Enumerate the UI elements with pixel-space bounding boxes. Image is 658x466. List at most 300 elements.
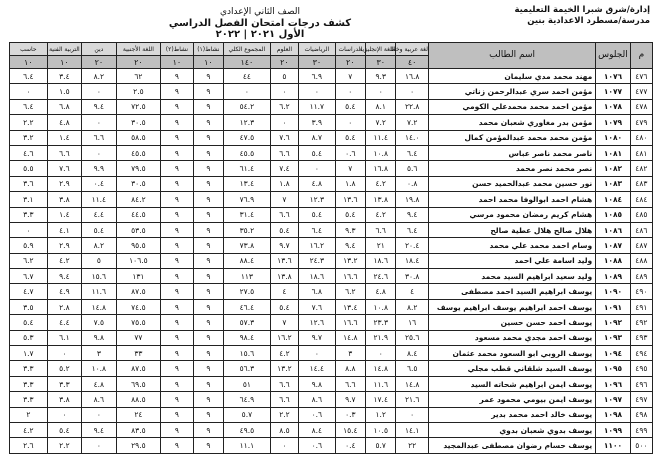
seat-number: ١٠٧٩ xyxy=(596,115,630,130)
score-math: ٨.٦ xyxy=(299,392,336,407)
score-art: ٠ xyxy=(47,346,81,361)
seat-number: ١٠٩٢ xyxy=(596,315,630,330)
score-religion: ٠.٤ xyxy=(82,176,116,191)
seat-number: ١١٠٠ xyxy=(596,438,630,453)
score-art: ٥.٤ xyxy=(47,422,81,437)
score-science: ١٣.٦ xyxy=(270,253,298,268)
score-arabic: ٢١.٦ xyxy=(396,392,428,407)
grade-label: الصف الثاني الإعدادي xyxy=(219,7,301,17)
seat-number: ١٠٧٨ xyxy=(596,99,630,114)
seat-number: ١٠٨٩ xyxy=(596,269,630,284)
seat-number: ١٠٧٦ xyxy=(596,69,630,84)
score-math: ١٤.٤ xyxy=(299,361,336,376)
table-row xyxy=(10,69,653,84)
score-total: ٤٧.٥ xyxy=(224,130,271,145)
seat-number: ١٠٨٠ xyxy=(596,130,630,145)
score-foreign: ٢٩.٥ xyxy=(116,438,161,453)
col-arabic: لغة عربية وخط xyxy=(396,43,428,56)
score-arabic: ٨.٤ xyxy=(396,346,428,361)
score-arabic: ١٤.١ xyxy=(396,422,428,437)
seat-number: ١٠٨٥ xyxy=(596,207,630,222)
score-activity1: ٩ xyxy=(193,115,223,130)
score-foreign: ٨٧.٥ xyxy=(116,361,161,376)
score-religion: ٩.٤ xyxy=(82,99,116,114)
table-row xyxy=(10,130,653,145)
seat-number: ١٠٩٨ xyxy=(596,407,630,422)
score-activity2: ٩ xyxy=(161,376,193,391)
score-art: ٢.٢ xyxy=(47,438,81,453)
student-name: يوسف احمد ابراهيم يوسف ابراهيم يوسف xyxy=(428,299,595,314)
table-row xyxy=(10,315,653,330)
score-total: ١١٣ xyxy=(224,269,271,284)
score-foreign: ٧٩.٥ xyxy=(116,161,161,176)
score-art: ٣.٨ xyxy=(47,192,81,207)
student-name: هشام كريم رمضان محمود مرسي xyxy=(428,207,595,222)
score-social: ٣ xyxy=(335,346,365,361)
score-computer: ٣.٥ xyxy=(10,299,48,314)
administration-name: إدارة/شرق شبرا الخيمة التعليمية xyxy=(514,5,650,15)
seat-number: ١٠٩٠ xyxy=(596,284,630,299)
row-index: ٤٩٧ xyxy=(630,392,652,407)
score-foreign: ٨٧.٥ xyxy=(116,284,161,299)
score-social: ١٦.٦ xyxy=(335,315,365,330)
score-total: ٥.٧ xyxy=(224,407,271,422)
score-art: ٠ xyxy=(47,407,81,422)
score-foreign: ٨٨.٥ xyxy=(116,392,161,407)
score-computer: ٣.١ xyxy=(10,192,48,207)
score-activity1: ٩ xyxy=(193,361,223,376)
score-math: ٩.٧ xyxy=(299,330,336,345)
score-arabic: ١٤.٨ xyxy=(396,376,428,391)
score-art: ٤.١ xyxy=(47,222,81,237)
score-computer: ٢.٦ xyxy=(10,438,48,453)
table-row xyxy=(10,238,653,253)
score-computer: ٤.٦ xyxy=(10,145,48,160)
student-name: نصر محمد نصر محمد xyxy=(428,161,595,176)
score-computer: ١.٧ xyxy=(10,346,48,361)
score-foreign: ٦٢ xyxy=(116,69,161,84)
score-religion: ٠ xyxy=(82,115,116,130)
row-index: ٤٩٨ xyxy=(630,407,652,422)
score-total: ٥٦.٣ xyxy=(224,361,271,376)
seat-number: ١٠٨٦ xyxy=(596,222,630,237)
score-foreign: ٦٩.٥ xyxy=(116,376,161,391)
score-art: ٦.١ xyxy=(47,330,81,345)
table-row xyxy=(10,176,653,191)
student-name: يوسف ابراهيم السيد احمد مصطفى xyxy=(428,284,595,299)
score-computer: ٤.٧ xyxy=(10,284,48,299)
score-science: ٧.٦ xyxy=(270,130,298,145)
score-arabic: ٠ xyxy=(396,84,428,99)
score-math: ٦.٤ xyxy=(299,222,336,237)
score-activity2: ٩ xyxy=(161,422,193,437)
score-social: ١٥.٤ xyxy=(335,422,365,437)
table-row xyxy=(10,161,653,176)
score-activity1: ٩ xyxy=(193,330,223,345)
report-heading xyxy=(165,7,355,40)
score-science: ١٦.٢ xyxy=(270,330,298,345)
row-index: ٤٨٣ xyxy=(630,176,652,191)
score-social: ٥.٤ xyxy=(335,130,365,145)
col-foreign: اللغة الأجنبية xyxy=(116,43,161,56)
score-art: ٤.٤ xyxy=(47,315,81,330)
col-english: اللغة الإنجليزية xyxy=(366,43,396,56)
score-english: ٢٤.٦ xyxy=(366,269,396,284)
seat-number: ١٠٩٩ xyxy=(596,422,630,437)
score-math: ٧.٦ xyxy=(299,299,336,314)
score-english: ٧.٢ xyxy=(366,115,396,130)
row-index: ٤٨٨ xyxy=(630,253,652,268)
score-activity1: ٩ xyxy=(193,253,223,268)
table-row xyxy=(10,253,653,268)
row-index: ٤٧٦ xyxy=(630,69,652,84)
score-social: ٨.٨ xyxy=(335,361,365,376)
score-activity1: ٩ xyxy=(193,438,223,453)
col-math: الرياضيات xyxy=(299,43,336,56)
score-total: ٣٥.٢ xyxy=(224,222,271,237)
score-arabic: ١٤.٠ xyxy=(396,130,428,145)
score-activity1: ٩ xyxy=(193,222,223,237)
score-art: ٢.٩ xyxy=(47,238,81,253)
score-activity1: ٩ xyxy=(193,376,223,391)
col-art: التربية الفنية xyxy=(47,43,81,56)
score-computer: ٣.٣ xyxy=(10,392,48,407)
score-computer: ٠ xyxy=(10,84,48,99)
score-social: ٠.٣ xyxy=(335,407,365,422)
score-math: ١١.٧ xyxy=(299,99,336,114)
score-activity2: ٩ xyxy=(161,130,193,145)
student-name: مؤمن محمد محمد عبدالمؤمن كمال xyxy=(428,130,595,145)
score-english: ١.٢ xyxy=(366,407,396,422)
score-social: ٧ xyxy=(335,69,365,84)
score-activity2: ٩ xyxy=(161,284,193,299)
score-foreign: ٧٧ xyxy=(116,330,161,345)
max-score: ٢٠ xyxy=(270,56,298,69)
school-info xyxy=(514,5,650,27)
col-science: العلوم xyxy=(270,43,298,56)
score-activity1: ٩ xyxy=(193,99,223,114)
table-row xyxy=(10,346,653,361)
seat-number: ١٠٨٨ xyxy=(596,253,630,268)
row-index: ٤٨٥ xyxy=(630,207,652,222)
score-religion: ١٤.٨ xyxy=(82,299,116,314)
score-religion: ٠ xyxy=(82,438,116,453)
score-social: ٥.٤ xyxy=(335,207,365,222)
score-social: ٠ xyxy=(335,84,365,99)
score-computer: ٣.٣ xyxy=(10,207,48,222)
score-english: ١٣.٨ xyxy=(366,192,396,207)
score-social: ٩.٧ xyxy=(335,392,365,407)
score-total: ٤٦.٤ xyxy=(224,299,271,314)
student-name: يوسف ايمن بيومي محمود عمر xyxy=(428,392,595,407)
max-score: ٣٠ xyxy=(366,56,396,69)
score-english: ٢٣.٣ xyxy=(366,315,396,330)
score-foreign: ٣٣ xyxy=(116,346,161,361)
score-english: ٦.٦ xyxy=(366,222,396,237)
student-name: يوسف بدوي شعبان بدوي xyxy=(428,422,595,437)
column-header-row xyxy=(10,43,653,56)
score-religion: ٥ xyxy=(82,253,116,268)
score-english: ٩.٣ xyxy=(366,69,396,84)
score-computer: ٠ xyxy=(10,222,48,237)
score-foreign: ٤٤.٥ xyxy=(116,207,161,222)
score-arabic: ٧.٢ xyxy=(396,115,428,130)
score-science: ٦.٦ xyxy=(270,207,298,222)
score-computer: ٦.٧ xyxy=(10,269,48,284)
student-name: يوسف السيد شلقاني قطب مجلي xyxy=(428,361,595,376)
score-foreign: ١٣١ xyxy=(116,269,161,284)
score-foreign: ٢٤ xyxy=(116,407,161,422)
score-total: ٣١.٤ xyxy=(224,207,271,222)
row-index: ٤٨٧ xyxy=(630,238,652,253)
score-activity1: ٩ xyxy=(193,69,223,84)
score-arabic: ٥.٦ xyxy=(396,161,428,176)
score-religion: ٠ xyxy=(82,84,116,99)
table-row xyxy=(10,422,653,437)
score-foreign: ٢.٥ xyxy=(116,84,161,99)
score-math: ١٢.٦ xyxy=(299,315,336,330)
score-arabic: ١٩.٨ xyxy=(396,192,428,207)
col-student-name: اسم الطالب xyxy=(428,43,595,69)
score-art: ١.٤ xyxy=(47,207,81,222)
score-arabic: ١٦.٨ xyxy=(396,69,428,84)
school-name: مدرسة/مسطرد الاعدادية بنين xyxy=(527,16,650,26)
score-activity2: ٩ xyxy=(161,315,193,330)
score-activity2: ٩ xyxy=(161,176,193,191)
score-math: ٠.٦ xyxy=(299,407,336,422)
score-english: ١٠.٨ xyxy=(366,299,396,314)
max-score: ١٠ xyxy=(193,56,223,69)
score-activity1: ٩ xyxy=(193,84,223,99)
score-math: ٠ xyxy=(299,84,336,99)
score-english: ١٦.٨ xyxy=(366,161,396,176)
table-row xyxy=(10,361,653,376)
score-activity1: ٩ xyxy=(193,422,223,437)
score-arabic: ٦.٤ xyxy=(396,145,428,160)
table-row xyxy=(10,438,653,453)
score-science: ٩.٧ xyxy=(270,238,298,253)
score-social: ٩.٤ xyxy=(335,238,365,253)
max-score: ٤٠ xyxy=(396,56,428,69)
score-math: ٥.٤ xyxy=(299,207,336,222)
max-score: ٣٠ xyxy=(299,56,336,69)
score-science: ٥ xyxy=(270,69,298,84)
score-religion: ٤.٤ xyxy=(82,207,116,222)
max-score: ٢٠ xyxy=(335,56,365,69)
score-activity2: ٩ xyxy=(161,438,193,453)
score-english: ٢١.٩ xyxy=(366,330,396,345)
score-religion: ٩.٩ xyxy=(82,161,116,176)
col-activity2: نشاط(٢) xyxy=(161,43,193,56)
score-total: ٨٨.٤ xyxy=(224,253,271,268)
score-activity2: ٩ xyxy=(161,253,193,268)
student-name: وليد سعيد ابراهيم السيد محمد xyxy=(428,269,595,284)
table-row xyxy=(10,99,653,114)
seat-number: ١٠٨٤ xyxy=(596,192,630,207)
score-arabic: ٦.٤ xyxy=(396,222,428,237)
student-name: يوسف حسام رضوان مصطفى عبدالمجيد xyxy=(428,438,595,453)
score-math: ٦.٨ xyxy=(299,284,336,299)
score-math: ٥.٤ xyxy=(299,145,336,160)
score-science: ١٣.٨ xyxy=(270,269,298,284)
score-social: ١٦.٦ xyxy=(335,269,365,284)
score-religion: ٨.٢ xyxy=(82,69,116,84)
max-score: ٢٠ xyxy=(82,56,116,69)
score-art: ٥.٢ xyxy=(47,361,81,376)
score-math: ١٢.٣ xyxy=(299,192,336,207)
score-art: ٣.٣ xyxy=(47,376,81,391)
score-religion: ١١.٦ xyxy=(82,284,116,299)
row-index: ٤٩٢ xyxy=(630,315,652,330)
grades-table xyxy=(9,42,653,454)
col-index: م xyxy=(630,43,652,69)
score-english: ١٤.٨ xyxy=(366,361,396,376)
student-name: مهند محمد مدي سليمان xyxy=(428,69,595,84)
score-foreign: ٥٨.٥ xyxy=(116,130,161,145)
score-english: ١١.٦ xyxy=(366,376,396,391)
row-index: ٤٨٤ xyxy=(630,192,652,207)
score-arabic: ١٨.٤ xyxy=(396,253,428,268)
col-social: الدراسات xyxy=(335,43,365,56)
score-art: ٦.٨ xyxy=(47,99,81,114)
row-index: ٤٩٥ xyxy=(630,361,652,376)
table-row xyxy=(10,115,653,130)
score-total: ٥٤.٢ xyxy=(224,99,271,114)
score-total: ١٥.٦ xyxy=(224,346,271,361)
score-arabic: ٠.٨ xyxy=(396,176,428,191)
score-religion: ٩.٨ xyxy=(82,330,116,345)
score-arabic: ٣٠.٨ xyxy=(396,269,428,284)
score-activity2: ٩ xyxy=(161,299,193,314)
row-index: ٤٨٩ xyxy=(630,269,652,284)
score-math: ٦.٩ xyxy=(299,69,336,84)
score-activity1: ٩ xyxy=(193,299,223,314)
score-social: ٩.٣ xyxy=(335,222,365,237)
score-activity1: ٩ xyxy=(193,284,223,299)
score-computer: ٥.٤ xyxy=(10,315,48,330)
score-arabic: ٩.٤ xyxy=(396,207,428,222)
score-activity2: ٩ xyxy=(161,361,193,376)
score-science: ٧ xyxy=(270,315,298,330)
table-row xyxy=(10,192,653,207)
col-activity1: نشاط(١) xyxy=(193,43,223,56)
row-index: ٤٩٣ xyxy=(630,330,652,345)
score-activity1: ٩ xyxy=(193,145,223,160)
score-total: ٦١.٤ xyxy=(224,161,271,176)
score-arabic: ١٦ xyxy=(396,315,428,330)
row-index: ٤٨٢ xyxy=(630,161,652,176)
student-name: وسام احمد محمد علي محمد xyxy=(428,238,595,253)
score-social: ٠.٤ xyxy=(335,438,365,453)
row-index: ٤٩٠ xyxy=(630,284,652,299)
score-english: ١١.٤ xyxy=(366,130,396,145)
col-religion: دين xyxy=(82,43,116,56)
student-name: مؤمن احمد سري عبدالرحمن زناتي xyxy=(428,84,595,99)
score-total: ٤٤ xyxy=(224,69,271,84)
score-science: ٦.٦ xyxy=(270,376,298,391)
score-english: ١٨.٦ xyxy=(366,253,396,268)
score-activity2: ٩ xyxy=(161,346,193,361)
student-name: مؤمن بدر مغاوري شعبان محمد xyxy=(428,115,595,130)
score-english: ٤.٢ xyxy=(366,207,396,222)
score-science: ١.٨ xyxy=(270,176,298,191)
seat-number: ١٠٨٧ xyxy=(596,238,630,253)
score-science: ٨.٥ xyxy=(270,422,298,437)
score-arabic: ٠ xyxy=(396,407,428,422)
score-computer: ٤.٢ xyxy=(10,422,48,437)
table-row xyxy=(10,376,653,391)
score-science: ٢.٢ xyxy=(270,407,298,422)
score-activity1: ٩ xyxy=(193,207,223,222)
row-index: ٤٧٨ xyxy=(630,99,652,114)
score-arabic: ٦.٥ xyxy=(396,361,428,376)
score-computer: ٢.٢ xyxy=(10,115,48,130)
score-art: ٦.٦ xyxy=(47,145,81,160)
score-art: ٤.٨ xyxy=(47,115,81,130)
score-science: ٦.٦ xyxy=(270,145,298,160)
row-index: ٤٨١ xyxy=(630,145,652,160)
student-name: هلال صالح هلال عطية صالح xyxy=(428,222,595,237)
score-art: ٤.٩ xyxy=(47,284,81,299)
table-row xyxy=(10,407,653,422)
seat-number: ١٠٩٤ xyxy=(596,346,630,361)
score-activity2: ٩ xyxy=(161,99,193,114)
student-name: وليد اسامة علي احمد xyxy=(428,253,595,268)
score-activity2: ٩ xyxy=(161,330,193,345)
score-math: ١٦.٢ xyxy=(299,238,336,253)
seat-number: ١٠٩٦ xyxy=(596,376,630,391)
table-row xyxy=(10,207,653,222)
score-social: ١٣.٢ xyxy=(335,253,365,268)
score-religion: ٨.٢ xyxy=(82,238,116,253)
score-english: ٤.٢ xyxy=(366,176,396,191)
score-math: ٨.٧ xyxy=(299,130,336,145)
score-math: ٠.٦ xyxy=(299,438,336,453)
score-religion: ١١.٤ xyxy=(82,192,116,207)
score-social: ٦.٢ xyxy=(335,284,365,299)
score-total: ٧٦.٩ xyxy=(224,192,271,207)
score-foreign: ٧٥.٥ xyxy=(116,315,161,330)
score-art: ٣.٤ xyxy=(47,69,81,84)
score-activity2: ٩ xyxy=(161,392,193,407)
score-total: ٤٩.٥ xyxy=(224,422,271,437)
row-index: ٤٩٩ xyxy=(630,422,652,437)
table-row xyxy=(10,299,653,314)
score-science: ٥.٤ xyxy=(270,299,298,314)
score-art: ١.٤ xyxy=(47,130,81,145)
score-science: ٠ xyxy=(270,115,298,130)
score-english: ٨.١ xyxy=(366,99,396,114)
score-computer: ٥.٥ xyxy=(10,161,48,176)
score-computer: ٣.٣ xyxy=(10,376,48,391)
score-social: ١٣.٤ xyxy=(335,299,365,314)
score-english: ٤.٨ xyxy=(366,284,396,299)
score-science: ٠ xyxy=(270,84,298,99)
row-index: ٤٧٧ xyxy=(630,84,652,99)
seat-number: ١٠٩٣ xyxy=(596,330,630,345)
score-computer: ٣.٢ xyxy=(10,130,48,145)
table-row xyxy=(10,330,653,345)
row-index: ٥٠٠ xyxy=(630,438,652,453)
score-total: ٥١ xyxy=(224,376,271,391)
score-activity2: ٩ xyxy=(161,192,193,207)
score-foreign: ٨٤.٢ xyxy=(116,192,161,207)
score-english: ١٠.٥ xyxy=(366,422,396,437)
score-total: ٢٧.٥ xyxy=(224,284,271,299)
score-social: ٠ xyxy=(335,115,365,130)
score-arabic: ٢٢ xyxy=(396,438,428,453)
score-computer: ٣.٣ xyxy=(10,361,48,376)
